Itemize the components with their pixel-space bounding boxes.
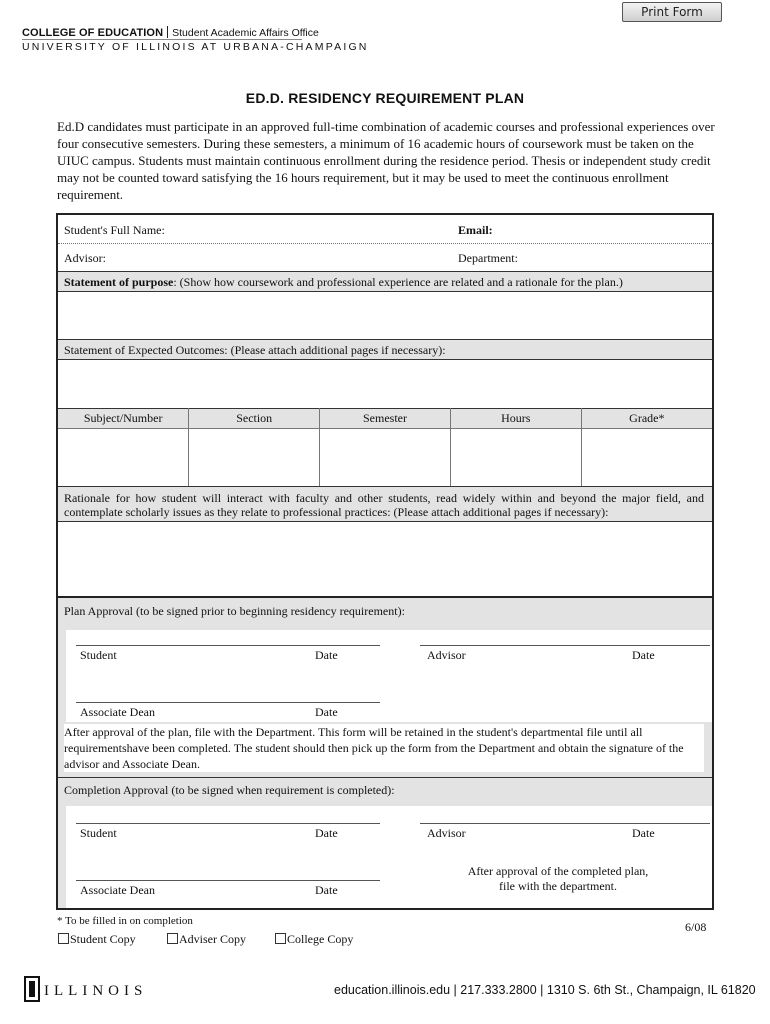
- student-copy-checkbox[interactable]: [58, 932, 136, 947]
- rationale-textarea[interactable]: [58, 522, 712, 598]
- checkbox-icon[interactable]: [167, 933, 178, 944]
- residency-form: [56, 213, 714, 910]
- plan-student-date-label: Date: [315, 648, 338, 662]
- footnote: * To be filled in on completion: [57, 915, 193, 927]
- plan-advisor-date-label: Date: [632, 648, 655, 662]
- university-name: UNIVERSITY OF ILLINOIS AT URBANA-CHAMPAIGN: [22, 41, 369, 53]
- completion-dean-label: Associate Dean: [80, 883, 155, 897]
- column-section: Section: [189, 409, 320, 429]
- outcomes-textarea[interactable]: [58, 360, 712, 408]
- plan-signature-area: [66, 630, 712, 722]
- department-input[interactable]: [534, 246, 708, 270]
- semester-cell[interactable]: [320, 429, 451, 487]
- adviser-copy-checkbox[interactable]: [167, 932, 246, 947]
- illinois-block-i-icon: [24, 976, 40, 1002]
- completion-approval-heading: Completion Approval (to be signed when requirement is completed):: [64, 783, 395, 797]
- purpose-header: [58, 272, 712, 292]
- plan-student-signature-line[interactable]: [76, 645, 380, 646]
- plan-approval-heading: Plan Approval (to be signed prior to beginning residency requirement):: [64, 604, 405, 618]
- plan-approval-note: After approval of the plan, file with the Department. This form will be retained in the student's departmental file until all requirementshave been completed. The student should then pick up the form from the Department and obtain the signature of the advisor and Associate Dean.: [64, 724, 704, 772]
- column-semester: Semester: [320, 409, 451, 429]
- student-copy-label: Student Copy: [70, 932, 136, 946]
- completion-note-line2: file with the department.: [499, 879, 617, 893]
- college-copy-checkbox[interactable]: [275, 932, 353, 947]
- contact-info: education.illinois.edu | 217.333.2800 | 1310 S. 6th St., Champaign, IL 61820: [334, 983, 756, 997]
- checkbox-icon[interactable]: [275, 933, 286, 944]
- plan-dean-label: Associate Dean: [80, 705, 155, 719]
- course-table-row: [58, 429, 712, 487]
- outcomes-header: [58, 340, 712, 360]
- completion-advisor-date-label: Date: [632, 826, 655, 840]
- completion-student-label: Student: [80, 826, 117, 840]
- adviser-copy-label: Adviser Copy: [179, 932, 246, 946]
- advisor-input[interactable]: [118, 246, 448, 270]
- purpose-label: Statement of purpose: [64, 275, 174, 289]
- plan-advisor-label: Advisor: [427, 648, 466, 662]
- rationale-header: [58, 487, 712, 522]
- email-input[interactable]: [500, 217, 708, 242]
- office-name: Student Academic Affairs Office: [172, 27, 319, 39]
- completion-dean-date-label: Date: [315, 883, 338, 897]
- completion-advisor-label: Advisor: [427, 826, 466, 840]
- checkbox-icon[interactable]: [58, 933, 69, 944]
- email-label: Email:: [458, 223, 493, 237]
- column-grade: Grade*: [581, 409, 712, 429]
- section-cell[interactable]: [189, 429, 320, 487]
- header-divider: [167, 26, 168, 38]
- completion-student-signature-line[interactable]: [76, 823, 380, 824]
- student-name-label: Student's Full Name:: [64, 223, 165, 237]
- plan-dean-date-label: Date: [315, 705, 338, 719]
- plan-approval-section: [58, 598, 712, 778]
- intro-paragraph: Ed.D candidates must participate in an approved full-time combination of academic courses and professional experiences over four consecutive semesters. During these semesters, a minimum of 16 academic hours of coursework must be taken on the UIUC campus. Students must maintain continuous enrollment during the residence period. Thesis or independent study credit may not be counted toward satisfying the 16 hours requirement, but it may be used to meet the continuous enrollment requirement.: [57, 119, 715, 202]
- department-label: Department:: [458, 251, 518, 265]
- completion-approval-note: [438, 864, 678, 894]
- purpose-hint: : (Show how coursework and professional experience are related and a rationale for the plan.): [173, 275, 623, 289]
- completion-advisor-signature-line[interactable]: [420, 823, 710, 824]
- hours-cell[interactable]: [450, 429, 581, 487]
- advisor-label: Advisor:: [64, 251, 106, 265]
- college-header: [22, 26, 319, 39]
- rationale-label: Rationale for how student will interact with faculty and other students, read widely within and beyond the major field, and contemplate scholarly issues as they relate to professional practices: (Please attach additional pages if necessary):: [64, 491, 704, 519]
- illinois-wordmark: ILLINOIS: [44, 983, 148, 999]
- completion-note-line1: After approval of the completed plan,: [467, 864, 649, 878]
- form-version: 6/08: [685, 920, 707, 934]
- column-subject-number: Subject/Number: [58, 409, 189, 429]
- column-hours: Hours: [450, 409, 581, 429]
- outcomes-label: Statement of Expected Outcomes: (Please attach additional pages if necessary):: [64, 343, 446, 357]
- print-form-button[interactable]: Print Form: [622, 2, 722, 22]
- header-rule: [22, 39, 302, 40]
- completion-student-date-label: Date: [315, 826, 338, 840]
- college-copy-label: College Copy: [287, 932, 354, 946]
- plan-dean-signature-line[interactable]: [76, 702, 380, 703]
- purpose-textarea[interactable]: [58, 292, 712, 340]
- course-table-header: [58, 409, 712, 429]
- student-name-input[interactable]: [218, 217, 448, 242]
- subject-number-cell[interactable]: [58, 429, 189, 487]
- plan-student-label: Student: [80, 648, 117, 662]
- completion-approval-section: [58, 778, 712, 908]
- plan-advisor-signature-line[interactable]: [420, 645, 710, 646]
- grade-cell[interactable]: [581, 429, 712, 487]
- page-title: ED.D. RESIDENCY REQUIREMENT PLAN: [245, 90, 525, 106]
- completion-dean-signature-line[interactable]: [76, 880, 380, 881]
- course-table: [58, 408, 712, 487]
- college-name: COLLEGE OF EDUCATION: [22, 27, 164, 39]
